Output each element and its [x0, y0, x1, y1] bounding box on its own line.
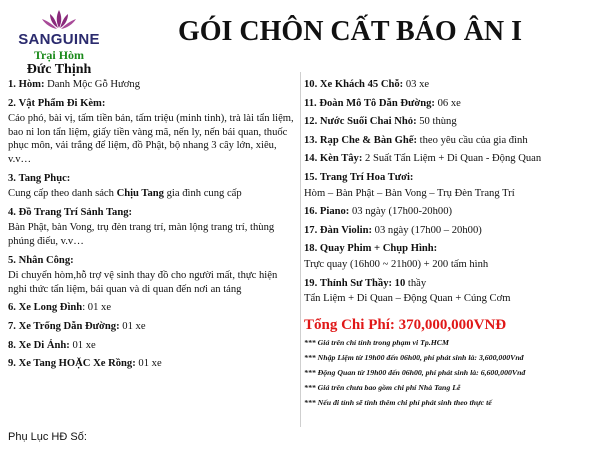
note-amount: 3,600,000Vnđ [478, 352, 524, 362]
note-line [304, 366, 594, 379]
item-number: 18. [304, 243, 318, 255]
list-item [304, 134, 594, 148]
note-line [304, 336, 594, 349]
description-prefix: Cung cấp theo danh sách [8, 188, 117, 200]
right-column [304, 78, 594, 409]
brand-logo [8, 8, 110, 78]
item-value: theo yêu cầu của gia đình [417, 134, 528, 146]
item-description: Hòm – Bàn Phật – Bàn Vong – Trụ Đèn Trang Trí [304, 187, 515, 199]
list-item [304, 97, 594, 111]
contract-appendix-label: Phụ Lục HĐ Số: [8, 431, 87, 443]
list-item [304, 152, 594, 166]
item-number: 12. [304, 116, 318, 128]
item-number: 9. [8, 358, 16, 370]
notes-list [304, 336, 594, 409]
list-item [8, 78, 296, 92]
note-text: *** Giá trên chưa bao gồm chi phí Nhà Tang Lễ [304, 382, 461, 392]
item-number: 15. [304, 171, 318, 183]
column-divider [300, 72, 301, 427]
note-text: *** Động Quan từ 19h00 đến 06h00, phí phát sinh là: [304, 367, 481, 377]
right-item-list [304, 78, 594, 306]
item-label: Xe Khách 45 Chỗ: [319, 79, 404, 90]
item-label: Kèn Tây: [319, 153, 363, 165]
item-description [8, 187, 296, 201]
item-number: 4. [8, 206, 16, 218]
item-number: 14. [304, 153, 318, 165]
list-item [304, 115, 594, 129]
left-column [8, 78, 296, 371]
description-bold: Chịu Tang [116, 188, 164, 200]
item-label: Piano: [319, 206, 350, 218]
logo-brand-text: SANGUINE [18, 31, 100, 48]
item-label: Đồ Trang Trí Sảnh Tang: [18, 206, 133, 218]
item-value: Danh Mộc Gỗ Hương [44, 79, 140, 90]
item-number: 7. [8, 320, 16, 332]
list-item [304, 224, 594, 238]
item-label: Thỉnh Sư Thầy: [319, 277, 393, 289]
lotus-icon [39, 8, 79, 32]
item-number: 11. [304, 97, 317, 109]
list-item [304, 171, 594, 185]
note-amount: 6,600,000Vnđ [480, 367, 526, 377]
item-value: 03 ngày (17h00 – 20h00) [372, 224, 482, 236]
item-value-bold: 10 [392, 277, 406, 289]
item-label: Quay Phim + Chụp Hình: [319, 243, 438, 255]
item-number: 6. [8, 302, 16, 314]
item-description: Di chuyển hòm,hỗ trợ vệ sinh thay đồ cho người mất, thực hiện nghi thức tẩn liệm, bái quan và di quan đến nơi an táng [8, 270, 278, 295]
logo-name: Đức Thịnh [26, 62, 92, 77]
list-item [304, 277, 594, 291]
note-line [304, 396, 594, 409]
item-label: Rạp Che & Bàn Ghế: [319, 134, 418, 146]
item-value: 06 xe [434, 97, 461, 109]
item-value: 03 ngày (17h00-20h00) [349, 206, 453, 218]
item-label: Đàn Violin: [319, 224, 373, 236]
list-item [304, 205, 594, 219]
note-text: *** Giá trên chỉ tính trong phạm vi Tp.HCM [304, 337, 449, 347]
item-number: 1. [8, 79, 16, 90]
item-number: 2. [8, 97, 16, 109]
note-text: *** Nhập Liệm từ 19h00 đến 06h00, phí phát sinh là: [304, 352, 479, 362]
item-label: Trang Trí Hoa Tươi: [319, 171, 414, 183]
note-text: *** Nếu đi tỉnh sẽ tính thêm chi phí phát sinh theo thực tế [304, 397, 492, 407]
item-value: : 01 xe [82, 302, 112, 314]
item-label: Nước Suối Chai Nhỏ: [319, 116, 417, 128]
list-item [304, 242, 594, 256]
item-label: Hòm: [18, 79, 45, 90]
item-description: Trực quay (16h00 ~ 21h00) + 200 tấm hình [304, 258, 489, 270]
item-number: 10. [304, 79, 318, 90]
item-value: 01 xe [69, 339, 96, 351]
item-label: Vật Phẩm Đi Kèm: [18, 97, 106, 109]
item-number: 19. [304, 277, 318, 289]
list-item [304, 78, 594, 92]
list-item [8, 301, 296, 315]
item-description: Tẩn Liệm + Di Quan – Động Quan + Cúng Cơm [304, 293, 511, 305]
logo-subtitle: Trại Hòm [33, 48, 85, 62]
item-number: 13. [304, 134, 318, 146]
item-value: 01 xe [119, 320, 146, 332]
item-label: Xe Long Đình [18, 302, 83, 314]
list-item [8, 172, 296, 186]
total-cost: Tổng Chi Phí: 370,000,000VNĐ [304, 316, 507, 333]
list-item [8, 357, 296, 371]
item-number: 17. [304, 224, 318, 236]
item-value-suffix: thầy [405, 277, 427, 289]
item-label: Đoàn Mô Tô Dẫn Đường: [319, 97, 435, 109]
list-item [8, 339, 296, 353]
item-label: Tang Phục: [18, 172, 71, 184]
note-line [304, 381, 594, 394]
item-label: Xe Tang HOẶC Xe Rồng: [18, 358, 136, 370]
item-number: 16. [304, 206, 318, 218]
item-number: 5. [8, 254, 16, 266]
item-number: 3. [8, 172, 16, 184]
item-label: Nhân Công: [18, 254, 74, 266]
item-value: 03 xe [403, 79, 430, 90]
item-number: 8. [8, 339, 16, 351]
item-description: Bàn Phật, bàn Vong, trụ đèn trang trí, màn lộng trang trí, thùng phúng điếu, v.v… [8, 222, 275, 247]
list-item [8, 206, 296, 220]
item-value: 01 xe [135, 358, 162, 370]
description-suffix: gia đình cung cấp [163, 188, 242, 200]
item-description: Cáo phó, bài vị, tấm tiền bản, tấm triệu (minh tinh), trà lài tẩn liệm, bao ni lon tẩn liệm, giấy tiền vàng mã, nến ly, nến bái quan, thuốc phục môn, vải trắng để liệm, đồ Phật, bộ nhang 3 cây lớn, xiêu, v.v… [8, 113, 294, 165]
item-value: 50 thùng [416, 116, 457, 128]
list-item [8, 254, 296, 268]
item-value: 2 Suất Tẩn Liệm + Di Quan - Động Quan [362, 153, 542, 165]
page-title: GÓI CHÔN CẤT BÁO ÂN I [177, 16, 523, 47]
item-label: Xe Di Ảnh: [18, 339, 70, 351]
item-label: Xe Trống Dẫn Đường: [18, 320, 120, 332]
list-item [8, 97, 296, 111]
list-item [8, 320, 296, 334]
note-line [304, 351, 594, 364]
